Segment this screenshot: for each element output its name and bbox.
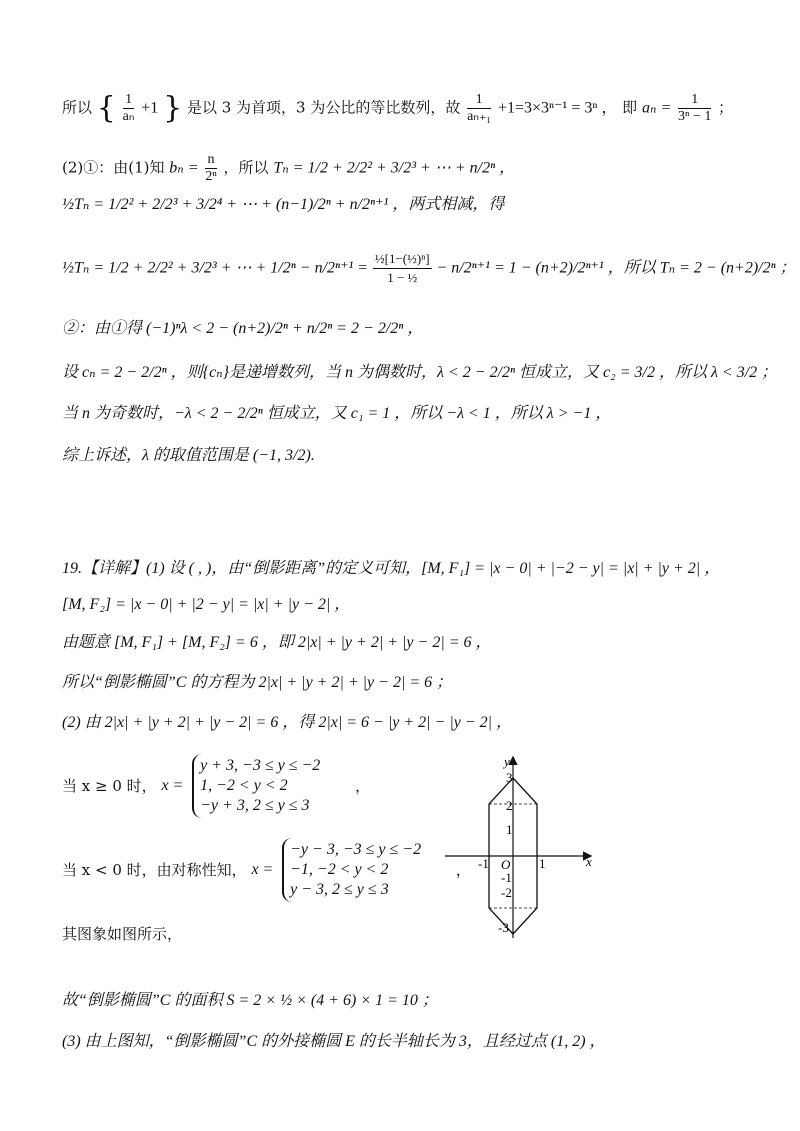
tick-y-neg2: -2 [501, 885, 512, 900]
text: 当 x ≥ 0 时， [62, 777, 157, 795]
tick-x-neg1: -1 [478, 856, 489, 871]
text: ， [355, 777, 371, 795]
right-brace: } [163, 90, 183, 126]
text: 即 [622, 98, 638, 117]
p19-line-3 [62, 632, 492, 653]
text: − n/2ⁿ⁺¹ = 1 − (n+2)/2ⁿ⁺¹ ，所以 Tₙ = 2 − (n+2)/2ⁿ ； [436, 259, 796, 277]
y-axis-label: y [504, 754, 510, 769]
text: bₙ = [169, 159, 199, 177]
text: 所以“倒影椭圆”C 的方程为 2|x| + |y + 2| + |y − 2| = 6 ； [62, 674, 453, 691]
p19-line-9 [62, 990, 438, 1011]
text: 19.【详解】(1) 设 ( , )，由“倒影距离”的定义可知，[M, F₁] = |x − 0| + |−2 − y| = |x| + |y + 2| ， [62, 560, 721, 577]
fraction: $\frac{1}{\text{aₙ}}$ [122, 92, 135, 124]
fraction: $\frac{\text{½[1−(½)ⁿ]}}{\text{1 − ½}}$ [374, 251, 430, 285]
text: x = [251, 861, 274, 878]
text: +1=3×3ⁿ⁻¹ = 3ⁿ ， [497, 99, 618, 117]
text: ； [718, 98, 734, 117]
part2-line-7 [62, 445, 315, 466]
text: ，所以 [223, 158, 269, 177]
part2-line-4 [62, 318, 423, 339]
left-brace: { [96, 90, 116, 126]
text: 当 n 为奇数时，−λ < 2 − 2/2ⁿ 恒成立，又 c₁ = 1 ，所以 −λ < 1 ，所以 λ > −1 ， [62, 405, 612, 422]
text: Tₙ = 1/2 + 2/2² + 3/2³ + ⋯ + n/2ⁿ ， [273, 159, 516, 177]
tick-y-2: 2 [506, 798, 513, 813]
p19-line-4 [62, 672, 452, 693]
text: [M, F₂] = |x − 0| + |2 − y| = |x| + |y − 2| ， [62, 596, 351, 613]
text: (3) 由上图知，“倒影椭圆”C 的外接椭圆 E 的长半轴长为 3，且经过点 (1, 2) ， [62, 1033, 606, 1050]
fraction: $\frac{n}{\text{2ⁿ}}$ [205, 152, 217, 184]
text: 当 x < 0 时，由对称性知， [62, 861, 247, 879]
p19-case-1 [62, 754, 370, 818]
x-axis-label: x [586, 854, 592, 869]
tick-y-3: 3 [506, 770, 513, 785]
tick-x-1: 1 [539, 856, 546, 871]
part2-line-6 [62, 403, 611, 424]
text: ， [455, 861, 471, 879]
part2-line-2 [62, 194, 504, 215]
p19-line-1 [62, 558, 720, 579]
fraction: $\frac{1}{\text{aₙ₊₁}}$ [467, 92, 492, 124]
text: 由题意 [M, F₁] + [M, F₂] = 6 ，即 2|x| + |y + 2| + |y − 2| = 6 ， [62, 634, 492, 651]
part2-line-1 [62, 152, 515, 185]
p19-line-2 [62, 594, 350, 615]
text: x = [161, 777, 184, 794]
part2-line-5 [62, 362, 777, 383]
tick-y-neg1: -1 [501, 870, 512, 885]
text: 是以 3 为首项，3 为公比的等比数列，故 [186, 98, 461, 117]
piecewise-cases: y + 3, −3 ≤ y ≤ −2 1, −2 < y < 2 −y + 3, 2 ≤ y ≤ 3 [192, 754, 320, 818]
tick-y-1: 1 [506, 822, 513, 837]
text: 设 cₙ = 2 − 2/2ⁿ ，则{cₙ}是递增数列，当 n 为偶数时，λ < 2 − 2/2ⁿ 恒成立，又 c₂ = 3/2 ，所以 λ < 3/2 ； [62, 364, 778, 381]
graph [440, 752, 600, 942]
text: ②：由①得 (−1)ⁿλ < 2 − (n+2)/2ⁿ + n/2ⁿ = 2 − 2/2ⁿ ， [62, 320, 424, 337]
text: ½Tₙ = 1/2 + 2/2² + 3/2³ + ⋯ + 1/2ⁿ − n/2ⁿ⁺¹ = [62, 259, 369, 277]
p19-line-5 [62, 712, 512, 733]
part1-line [62, 92, 733, 125]
origin-label: O [501, 857, 511, 872]
text: (2) 由 2|x| + |y + 2| + |y − 2| = 6 ，得 2|x| = 6 − |y + 2| − |y − 2| ， [62, 714, 513, 731]
fraction: $\frac{1}{\text{3ⁿ − 1}}$ [678, 92, 712, 124]
text: +1 [141, 99, 159, 117]
text: 所以 [62, 98, 93, 117]
text: 故“倒影椭圆”C 的面积 S = 2 × ½ × (4 + 6) × 1 = 10 ； [62, 992, 438, 1009]
text: ½Tₙ = 1/2² + 2/2³ + 3/2⁴ + ⋯ + (n−1)/2ⁿ + n/2ⁿ⁺¹ ，两式相减，得 [62, 196, 505, 213]
text: 其图象如图所示， [62, 925, 183, 943]
tick-y-neg3: -3 [498, 920, 509, 935]
p19-case-2 [62, 838, 471, 902]
text: (2)①：由(1)知 [62, 158, 165, 177]
text: aₙ = [641, 99, 672, 117]
part2-line-3 [62, 250, 796, 287]
text: 综上诉述，λ 的取值范围是 (−1, 3/2). [62, 447, 315, 464]
p19-line-8 [62, 924, 182, 944]
p19-line-10 [62, 1031, 606, 1052]
piecewise-cases: −y − 3, −3 ≤ y ≤ −2 −1, −2 < y < 2 y − 3, 2 ≤ y ≤ 3 [282, 838, 421, 902]
